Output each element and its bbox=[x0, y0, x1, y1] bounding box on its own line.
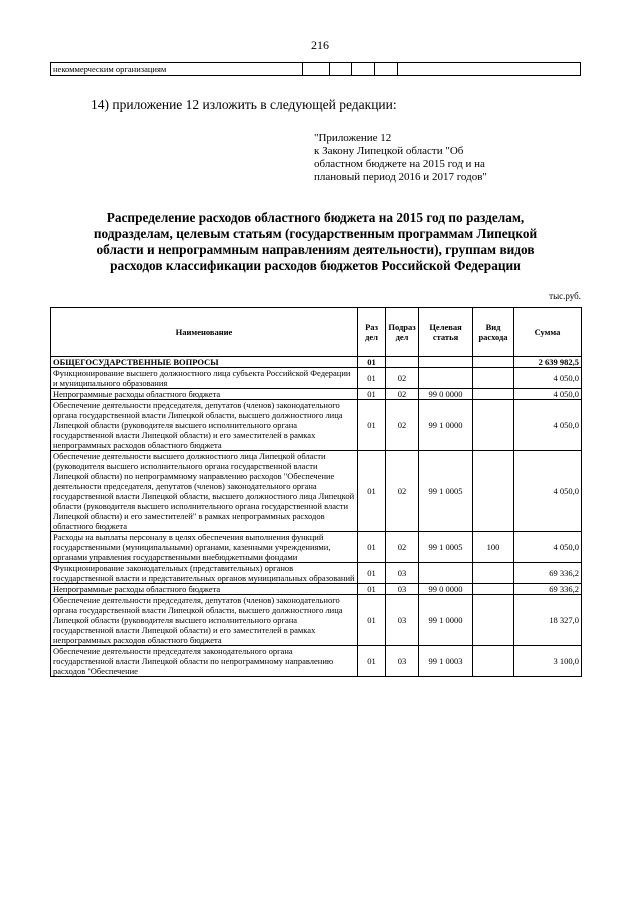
table-row bbox=[51, 368, 582, 389]
table-row bbox=[51, 357, 582, 368]
row-name: Обеспечение деятельности высшего должностного лица Липецкой области (руководителя высшего исполнительного органа государственной власти Липецкой области) по непрограммному направлению расходов "Обеспечение деятельности председателя, депутатов (членов) законодательного органа государственной власти Липецкой области, высшего должностного лица Липецкой области (руководителя высшего исполнительного органа государственной власти Липецкой области) и его заместителей" в рамках непрограммных расходов областного бюджета bbox=[51, 451, 358, 532]
table-row bbox=[51, 646, 582, 677]
row-section: 01 bbox=[358, 584, 386, 595]
row-name: ОБЩЕГОСУДАРСТВЕННЫЕ ВОПРОСЫ bbox=[51, 357, 358, 368]
previous-table-fragment bbox=[50, 62, 581, 76]
row-name: Функционирование высшего должностного лица субъекта Российской Федерации и муниципального образования bbox=[51, 368, 358, 389]
budget-table bbox=[50, 307, 582, 677]
annex-reference bbox=[314, 132, 487, 184]
unit-label: тыс.руб. bbox=[549, 291, 581, 301]
table-row bbox=[51, 400, 582, 451]
title-line: подразделам, целевым статьям (государственным программам Липецкой bbox=[93, 226, 538, 241]
title-line: расходов классификации расходов бюджетов Российской Федерации bbox=[110, 258, 521, 273]
row-type bbox=[473, 389, 514, 400]
row-name: Обеспечение деятельности председателя, депутатов (членов) законодательного органа государственной власти Липецкой области, высшего должностного лица Липецкой области (руководителя высшего исполнительного органа государственной власти Липецкой области) и его заместителей в рамках непрограммных расходов областного бюджета bbox=[51, 595, 358, 646]
table-header-row bbox=[51, 308, 582, 357]
table-row bbox=[51, 584, 582, 595]
row-target bbox=[419, 357, 473, 368]
row-subsection: 02 bbox=[386, 368, 419, 389]
row-type bbox=[473, 563, 514, 584]
row-type bbox=[473, 368, 514, 389]
page-number: 216 bbox=[311, 38, 329, 52]
row-amount: 69 336,2 bbox=[514, 584, 582, 595]
header-section: Раз дел bbox=[358, 308, 386, 357]
table-row bbox=[51, 389, 582, 400]
row-amount: 69 336,2 bbox=[514, 563, 582, 584]
row-subsection: 02 bbox=[386, 451, 419, 532]
row-type bbox=[473, 400, 514, 451]
row-target bbox=[419, 368, 473, 389]
row-section: 01 bbox=[358, 646, 386, 677]
row-section: 01 bbox=[358, 357, 386, 368]
row-target: 99 1 0000 bbox=[419, 595, 473, 646]
annex-line: плановый период 2016 и 2017 годов" bbox=[314, 171, 487, 183]
row-target: 99 1 0000 bbox=[419, 400, 473, 451]
row-subsection: 03 bbox=[386, 563, 419, 584]
row-amount: 4 050,0 bbox=[514, 451, 582, 532]
row-type bbox=[473, 584, 514, 595]
table-row bbox=[51, 532, 582, 563]
row-target: 99 1 0005 bbox=[419, 532, 473, 563]
row-amount: 2 639 982,5 bbox=[514, 357, 582, 368]
header-subsection: Подраз дел bbox=[386, 308, 419, 357]
row-type: 100 bbox=[473, 532, 514, 563]
table-row bbox=[51, 595, 582, 646]
title-line: области и непрограммным направлениям деятельности), группам видов bbox=[96, 242, 535, 257]
header-target: Целевая статья bbox=[419, 308, 473, 357]
row-amount: 4 050,0 bbox=[514, 389, 582, 400]
document-title bbox=[50, 210, 581, 274]
row-section: 01 bbox=[358, 563, 386, 584]
row-target: 99 0 0000 bbox=[419, 584, 473, 595]
row-subsection: 02 bbox=[386, 400, 419, 451]
row-subsection: 02 bbox=[386, 389, 419, 400]
row-target: 99 1 0005 bbox=[419, 451, 473, 532]
row-section: 01 bbox=[358, 532, 386, 563]
row-name: Функционирование законодательных (представительных) органов государственной власти и представительных органов муниципальных образований bbox=[51, 563, 358, 584]
row-section: 01 bbox=[358, 595, 386, 646]
row-subsection bbox=[386, 357, 419, 368]
annex-line: областном бюджете на 2015 год и на bbox=[314, 158, 485, 170]
row-name: Обеспечение деятельности председателя законодательного органа государственной власти Липецкой области по непрограммному направлению расходов "Обеспечение bbox=[51, 646, 358, 677]
annex-line: к Закону Липецкой области "Об bbox=[314, 145, 464, 157]
row-section: 01 bbox=[358, 451, 386, 532]
row-name: Расходы на выплаты персоналу в целях обеспечения выполнения функций государственными (муниципальными) органами, казенными учреждениями, органами управления государственными внебюджетными фондами bbox=[51, 532, 358, 563]
row-section: 01 bbox=[358, 400, 386, 451]
header-type: Вид расхода bbox=[473, 308, 514, 357]
row-type bbox=[473, 451, 514, 532]
row-target: 99 1 0003 bbox=[419, 646, 473, 677]
row-name: некоммерческим организациям bbox=[51, 63, 303, 76]
header-amount: Сумма bbox=[514, 308, 582, 357]
row-type bbox=[473, 595, 514, 646]
row-subsection: 03 bbox=[386, 584, 419, 595]
row-subsection: 02 bbox=[386, 532, 419, 563]
row-section: 01 bbox=[358, 389, 386, 400]
row-type bbox=[473, 357, 514, 368]
row-subsection: 03 bbox=[386, 595, 419, 646]
row-name: Непрограммные расходы областного бюджета bbox=[51, 389, 358, 400]
header-name: Наименование bbox=[51, 308, 358, 357]
row-amount: 4 050,0 bbox=[514, 368, 582, 389]
table-row bbox=[51, 63, 581, 76]
row-amount: 4 050,0 bbox=[514, 400, 582, 451]
title-line: Распределение расходов областного бюджета на 2015 год по разделам, bbox=[106, 210, 525, 225]
table-row bbox=[51, 451, 582, 532]
row-amount: 18 327,0 bbox=[514, 595, 582, 646]
row-target: 99 0 0000 bbox=[419, 389, 473, 400]
row-name: Непрограммные расходы областного бюджета bbox=[51, 584, 358, 595]
table-row bbox=[51, 563, 582, 584]
row-target bbox=[419, 563, 473, 584]
row-amount: 3 100,0 bbox=[514, 646, 582, 677]
annex-line: "Приложение 12 bbox=[314, 132, 392, 144]
row-name: Обеспечение деятельности председателя, депутатов (членов) законодательного органа государственной власти Липецкой области, высшего должностного лица Липецкой области (руководителя высшего исполнительного органа государственной власти Липецкой области) и его заместителей в рамках непрограммных расходов областного бюджета bbox=[51, 400, 358, 451]
row-amount: 4 050,0 bbox=[514, 532, 582, 563]
row-subsection: 03 bbox=[386, 646, 419, 677]
amendment-instruction: 14) приложение 12 изложить в следующей редакции: bbox=[91, 97, 397, 112]
row-type bbox=[473, 646, 514, 677]
row-section: 01 bbox=[358, 368, 386, 389]
